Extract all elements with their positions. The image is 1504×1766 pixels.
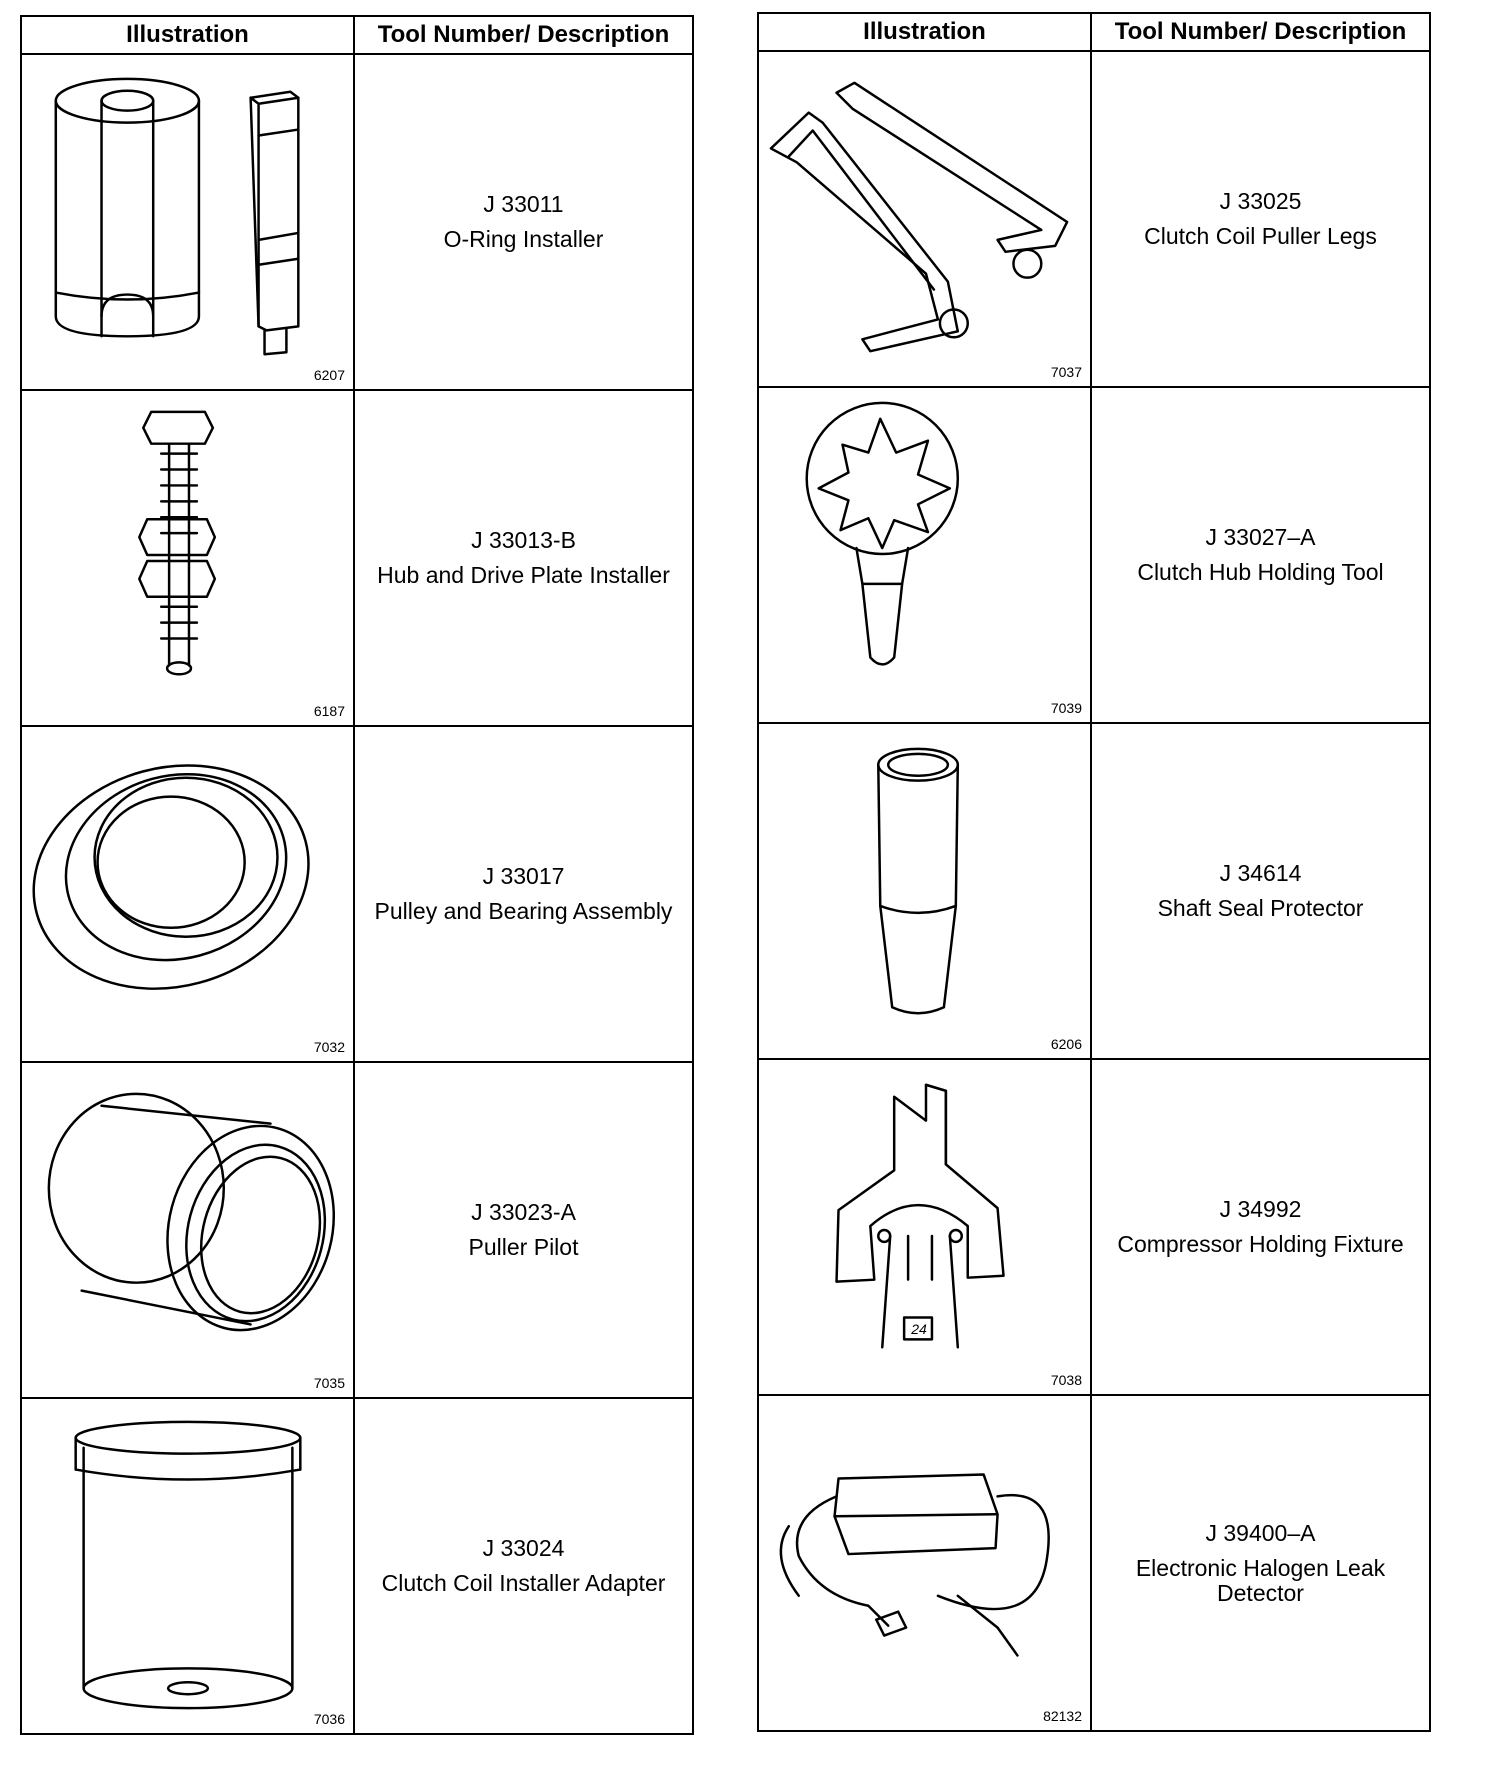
illustration-header: Illustration xyxy=(758,13,1091,51)
figure-number: 7035 xyxy=(313,1375,345,1391)
description-header: Tool Number/ Description xyxy=(1091,13,1430,51)
description-cell xyxy=(1091,51,1430,387)
rings-icon xyxy=(22,727,353,1061)
tool-name: Compressor Holding Fixture xyxy=(1117,1231,1404,1257)
figure-number: 6187 xyxy=(313,703,345,719)
tool-row xyxy=(21,54,693,390)
holding-tool-icon xyxy=(759,388,1090,722)
leak-detector-icon xyxy=(759,1396,1090,1730)
seal-protector-icon xyxy=(759,724,1090,1058)
tool-name: Shaft Seal Protector xyxy=(1157,895,1364,921)
illustration-cell xyxy=(21,390,354,726)
tool-row xyxy=(21,1398,693,1734)
illustration-cell xyxy=(758,387,1091,723)
tool-row xyxy=(21,1062,693,1398)
figure-number: 82132 xyxy=(1043,1708,1082,1724)
left-tool-table xyxy=(20,15,694,1735)
tool-name: Puller Pilot xyxy=(468,1234,579,1260)
right-tool-table xyxy=(757,12,1431,1732)
tool-row xyxy=(758,1395,1430,1731)
description-cell xyxy=(1091,1395,1430,1731)
tool-number: J 33027–A xyxy=(1205,524,1316,550)
figure-number: 6206 xyxy=(1050,1036,1082,1052)
description-header: Tool Number/ Description xyxy=(354,16,693,54)
figure-number: 7038 xyxy=(1050,1372,1082,1388)
figure-number: 6207 xyxy=(313,367,345,383)
description-cell xyxy=(1091,387,1430,723)
description-cell xyxy=(354,54,693,390)
tool-number: J 34614 xyxy=(1219,860,1302,886)
holding-fixture-icon xyxy=(759,1060,1090,1394)
threaded-installer-icon xyxy=(22,391,353,725)
illustration-cell xyxy=(21,726,354,1062)
tool-row xyxy=(758,1059,1430,1395)
tool-number: J 33023-A xyxy=(471,1199,576,1225)
header-row xyxy=(758,13,1430,51)
figure-number: 7037 xyxy=(1050,364,1082,380)
puller-legs-icon xyxy=(759,52,1090,386)
tool-name: Electronic Halogen Leak Detector xyxy=(1135,1554,1386,1606)
tool-name: Clutch Hub Holding Tool xyxy=(1137,559,1384,585)
tool-number: J 33024 xyxy=(482,1535,565,1561)
description-cell xyxy=(354,726,693,1062)
illustration-header: Illustration xyxy=(21,16,354,54)
figure-number: 7032 xyxy=(313,1039,345,1055)
tool-name: Clutch Coil Installer Adapter xyxy=(381,1570,666,1596)
cylinder-adapter-icon xyxy=(22,1399,353,1733)
tool-name: Clutch Coil Puller Legs xyxy=(1144,223,1377,249)
tool-number: J 39400–A xyxy=(1205,1519,1316,1546)
figure-number: 7036 xyxy=(313,1711,345,1727)
illustration-cell xyxy=(758,1395,1091,1731)
illustration-cell xyxy=(21,1398,354,1734)
tool-row xyxy=(21,390,693,726)
description-cell xyxy=(1091,723,1430,1059)
header-row xyxy=(21,16,693,54)
tool-name: O-Ring Installer xyxy=(443,226,604,252)
tool-number: J 33011 xyxy=(483,191,564,217)
puller-pilot-icon xyxy=(22,1063,353,1397)
description-cell xyxy=(354,1062,693,1398)
tool-number: J 33013-B xyxy=(471,527,576,553)
tool-row xyxy=(758,387,1430,723)
illustration-cell xyxy=(21,54,354,390)
figure-number: 7039 xyxy=(1050,700,1082,716)
o-ring-installer-icon xyxy=(22,55,353,389)
tool-name: Pulley and Bearing Assembly xyxy=(374,898,673,924)
description-cell xyxy=(354,390,693,726)
illustration-cell xyxy=(758,723,1091,1059)
tool-name: Hub and Drive Plate Installer xyxy=(377,562,670,588)
illustration-cell xyxy=(758,51,1091,387)
tool-number: J 34992 xyxy=(1219,1196,1302,1222)
tool-row xyxy=(21,726,693,1062)
tool-row xyxy=(758,51,1430,387)
tool-row xyxy=(758,723,1430,1059)
tool-number: J 33025 xyxy=(1219,188,1302,214)
illustration-cell xyxy=(758,1059,1091,1395)
description-cell xyxy=(1091,1059,1430,1395)
description-cell xyxy=(354,1398,693,1734)
callout-number: 24 xyxy=(911,1321,927,1337)
tool-number: J 33017 xyxy=(482,863,565,889)
illustration-cell xyxy=(21,1062,354,1398)
